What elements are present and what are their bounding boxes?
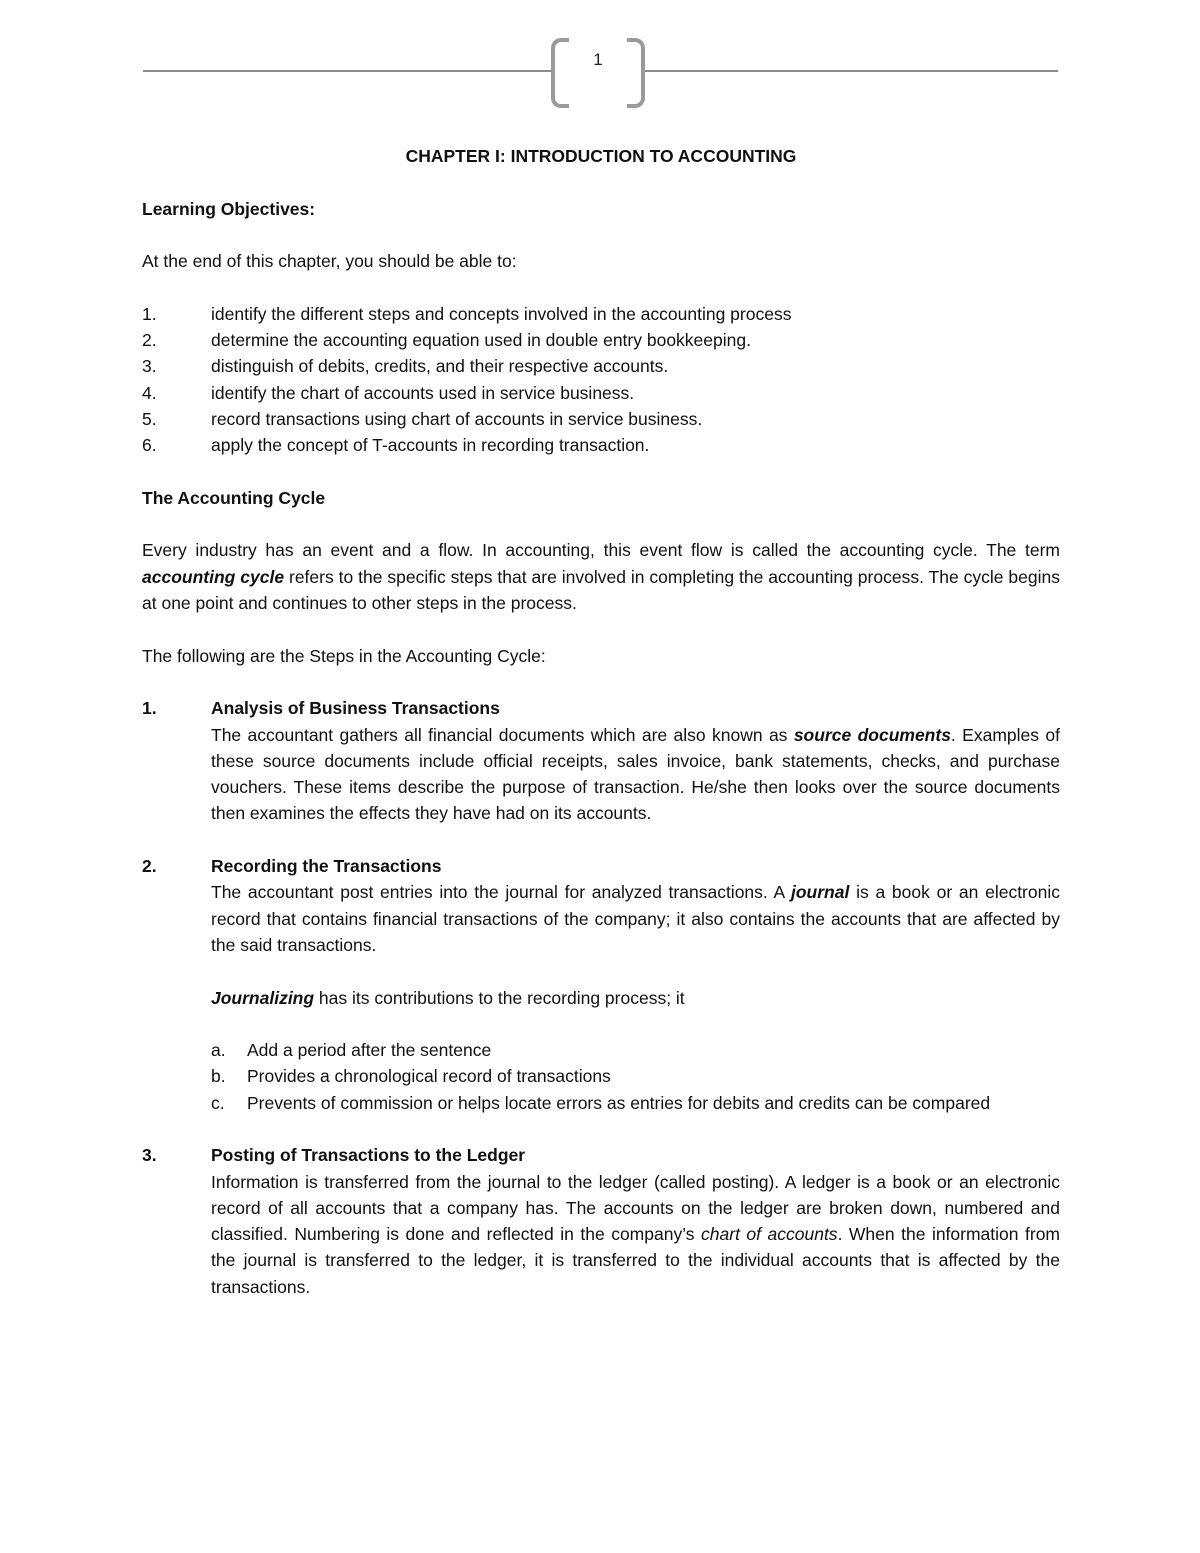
step-title: Posting of Transactions to the Ledger	[211, 1145, 526, 1166]
list-item	[142, 327, 1060, 353]
page-header	[0, 0, 1200, 120]
objectives-intro: At the end of this chapter, you should be able to:	[142, 251, 517, 272]
list-item-text: distinguish of debits, credits, and their respective accounts.	[211, 356, 669, 377]
list-item: a. Add a period after the sentence	[211, 1040, 492, 1061]
step-posting	[142, 1142, 1060, 1300]
step-number: 1.	[142, 698, 157, 719]
emphasis-term: Journalizing	[211, 987, 315, 1008]
chapter-title: CHAPTER I: INTRODUCTION TO ACCOUNTING	[405, 146, 797, 166]
objectives-heading: Learning Objectives:	[142, 198, 316, 219]
list-item-number: 2.	[142, 330, 157, 351]
step-number: 3.	[142, 1145, 157, 1166]
list-item-text: determine the accounting equation used in double entry bookkeeping.	[211, 330, 751, 351]
document-body	[142, 143, 1060, 1300]
journalizing-paragraph: Journalizing has its contributions to the recording process; it	[211, 987, 685, 1008]
step-analysis	[142, 695, 1060, 826]
step-recording	[142, 853, 1060, 1116]
step-paragraph: Information is transferred from the journal to the ledger (called posting). A ledger is a book or an electronic record of all accounts that a company has. The accounts on the ledger are broken down, numbered and classified. Numbering is done and reflected in the company’s chart of accounts. When the information from the journal is transferred to the ledger, it is transferred to the individual accounts that is affected by the transactions.	[211, 1171, 1061, 1297]
list-item-text: identify the chart of accounts used in service business.	[211, 382, 635, 403]
header-rule-right	[645, 70, 1058, 72]
list-item: b. Provides a chronological record of transactions	[211, 1066, 611, 1087]
list-item-number: 5.	[142, 408, 157, 429]
steps-intro: The following are the Steps in the Accounting Cycle:	[142, 645, 546, 666]
emphasis-term: source documents	[793, 724, 951, 745]
page-number-bracket-left	[551, 38, 569, 108]
emphasis-term: journal	[790, 882, 850, 903]
list-item-number: 6.	[142, 435, 157, 456]
list-item	[142, 353, 1060, 379]
page-number-bracket-right	[627, 38, 645, 108]
accounting-cycle-paragraph: Every industry has an event and a flow. In accounting, this event flow is called the accounting cycle. The term accounting cycle refers to the specific steps that are involved in completing the accounting process. The cycle begins at one point and continues to other steps in the process.	[142, 540, 1060, 614]
step-number: 2.	[142, 856, 157, 877]
list-item	[142, 432, 1060, 458]
page-number: 1	[593, 50, 603, 69]
list-item-number: 4.	[142, 382, 157, 403]
emphasis-term: chart of accounts	[701, 1224, 838, 1245]
step-title: Recording the Transactions	[211, 856, 442, 877]
objectives-list	[142, 301, 1060, 459]
accounting-cycle-heading: The Accounting Cycle	[142, 487, 326, 508]
list-item-number: 1.	[142, 303, 157, 324]
emphasis-term: accounting cycle	[142, 566, 285, 587]
list-item	[142, 301, 1060, 327]
list-item-number: 3.	[142, 356, 157, 377]
list-item-text: record transactions using chart of accounts in service business.	[211, 408, 703, 429]
list-item-text: apply the concept of T-accounts in recording transaction.	[211, 435, 650, 456]
list-item: c. Prevents of commission or helps locate errors as entries for debits and credits can be compared	[211, 1092, 991, 1113]
step-paragraph: The accountant gathers all financial documents which are also known as source documents. Examples of these source documents include official receipts, sales invoice, bank statements, checks, and purchase vouchers. These items describe the purpose of transaction. He/she then looks over the source documents then examines the effects they have had on its accounts.	[211, 724, 1060, 824]
step-title: Analysis of Business Transactions	[211, 698, 500, 719]
list-item	[142, 406, 1060, 432]
step-paragraph: The accountant post entries into the journal for analyzed transactions. A journal is a book or an electronic record that contains financial transactions of the company; it also contains the accounts that are affected by the said transactions.	[211, 882, 1060, 955]
list-item-text: identify the different steps and concepts involved in the accounting process	[211, 303, 792, 324]
header-rule-left	[143, 70, 551, 72]
list-item	[142, 380, 1060, 406]
